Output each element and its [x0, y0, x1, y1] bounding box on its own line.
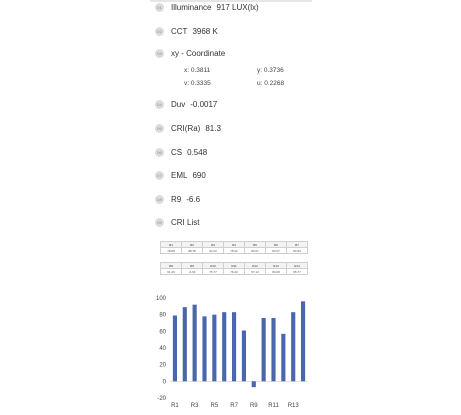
x-tick-label: R13 [287, 403, 299, 409]
table-header-cell: R4 [224, 242, 245, 248]
y-tick-label: 0 [162, 379, 166, 386]
table-header-cell: R9 [182, 263, 203, 269]
bar-r12 [281, 334, 285, 381]
y-tick-label: 80 [159, 312, 166, 319]
table-cell: 57.12 [245, 269, 266, 275]
cri-table-r8-r14 [160, 262, 308, 275]
metric-label: Duv [171, 99, 186, 109]
metric-cs [155, 145, 207, 159]
metric-xy-coordinate [155, 46, 225, 60]
table-cell: -6.63 [182, 269, 203, 275]
bullet-icon: 08 [155, 195, 164, 204]
table-row [161, 269, 308, 275]
table-header-cell: R2 [182, 242, 203, 248]
coord-u: u: 0.2268 [257, 80, 285, 87]
bar-r3 [193, 305, 197, 382]
cri-table-r1-r7 [160, 241, 308, 254]
metric-value: 3968 K [192, 26, 218, 36]
bullet-icon: 03 [155, 49, 164, 58]
bar-r11 [271, 318, 275, 381]
table-header-cell: R6 [266, 242, 287, 248]
metric-label: xy - Coordinate [171, 48, 226, 58]
coord-x: x: 0.3811 [184, 67, 211, 74]
table-cell: 88.78 [182, 248, 203, 254]
x-tick-label: R9 [249, 403, 258, 409]
bar-r8 [242, 331, 246, 382]
table-header-cell: R5 [245, 242, 266, 248]
metric-value: 81.3 [205, 123, 221, 133]
metric-value: 917 LUX(lx) [216, 2, 259, 12]
table-row [161, 248, 308, 254]
metric-label: Illuminance [171, 2, 212, 12]
bullet-icon: 06 [155, 148, 164, 157]
metric-value: -0.0017 [190, 99, 218, 109]
metric-r9 [155, 192, 200, 206]
x-tick-label: R1 [171, 403, 179, 409]
table-cell: 92.22 [203, 248, 224, 254]
table-cell: 82.83 [287, 248, 308, 254]
metric-label: CRI List [171, 217, 200, 227]
metric-illuminance [155, 0, 259, 14]
coord-v: v: 0.3335 [184, 80, 211, 87]
cri-bar-chart [150, 290, 315, 412]
table-header-cell: R1 [161, 242, 182, 248]
table-header-cell: R10 [203, 263, 224, 269]
metric-value: 0.548 [187, 147, 208, 157]
y-tick-label: 40 [159, 346, 166, 352]
table-header-cell: R8 [161, 263, 182, 269]
table-header-cell: R12 [245, 263, 266, 269]
metric-label: CCT [171, 26, 188, 36]
table-header-cell: R3 [203, 242, 224, 248]
y-tick-label: 100 [155, 296, 166, 302]
table-cell: 83.08 [266, 269, 287, 275]
metric-duv [155, 97, 217, 111]
bullet-icon: 04 [155, 100, 164, 109]
bar-r7 [232, 312, 236, 381]
bar-r13 [291, 312, 295, 381]
bar-r1 [173, 316, 177, 382]
bar-r5 [212, 315, 216, 382]
table-cell: 78.88 [161, 248, 182, 254]
coord-y: y: 0.3736 [257, 67, 284, 74]
table-header-cell: R14 [287, 263, 308, 269]
bullet-icon: 02 [155, 27, 164, 36]
metric-label: CS [171, 147, 183, 157]
bar-r2 [183, 307, 187, 381]
table-cell: 83.07 [266, 248, 287, 254]
metric-cri-list [155, 215, 199, 229]
metric-value: 690 [192, 170, 206, 180]
bar-r4 [202, 316, 206, 381]
bar-r14 [301, 301, 305, 381]
y-tick-label: 20 [159, 362, 166, 369]
x-tick-label: R11 [268, 403, 279, 409]
y-tick-label: 60 [159, 329, 166, 336]
bullet-icon: 05 [155, 124, 164, 133]
table-cell: 61.49 [161, 269, 182, 275]
metric-cct [155, 24, 218, 38]
table-cell: 76.22 [224, 269, 245, 275]
table-header-cell: R11 [224, 263, 245, 269]
table-cell: 78.22 [224, 248, 245, 254]
x-tick-label: R5 [210, 403, 219, 409]
table-cell: 75.77 [203, 269, 224, 275]
metric-cri-ra [155, 121, 221, 135]
bullet-icon: 01 [155, 3, 164, 12]
bar-r6 [222, 312, 226, 381]
table-header-cell: R7 [287, 242, 308, 248]
metric-label: R9 [171, 194, 182, 204]
x-tick-label: R3 [190, 403, 199, 409]
bar-r10 [262, 318, 266, 381]
bullet-icon: 09 [155, 218, 164, 227]
bar-r9 [252, 381, 256, 387]
table-cell: 80.07 [245, 248, 266, 254]
x-tick-label: R7 [230, 403, 238, 409]
metric-eml [155, 168, 206, 182]
table-header-cell: R13 [266, 263, 287, 269]
y-tick-label: -20 [157, 396, 166, 402]
metric-value: -6.6 [186, 194, 201, 204]
metric-label: EML [171, 170, 188, 180]
metric-label: CRI(Ra) [171, 123, 201, 133]
table-cell: 95.77 [287, 269, 308, 275]
bullet-icon: 07 [155, 171, 164, 180]
